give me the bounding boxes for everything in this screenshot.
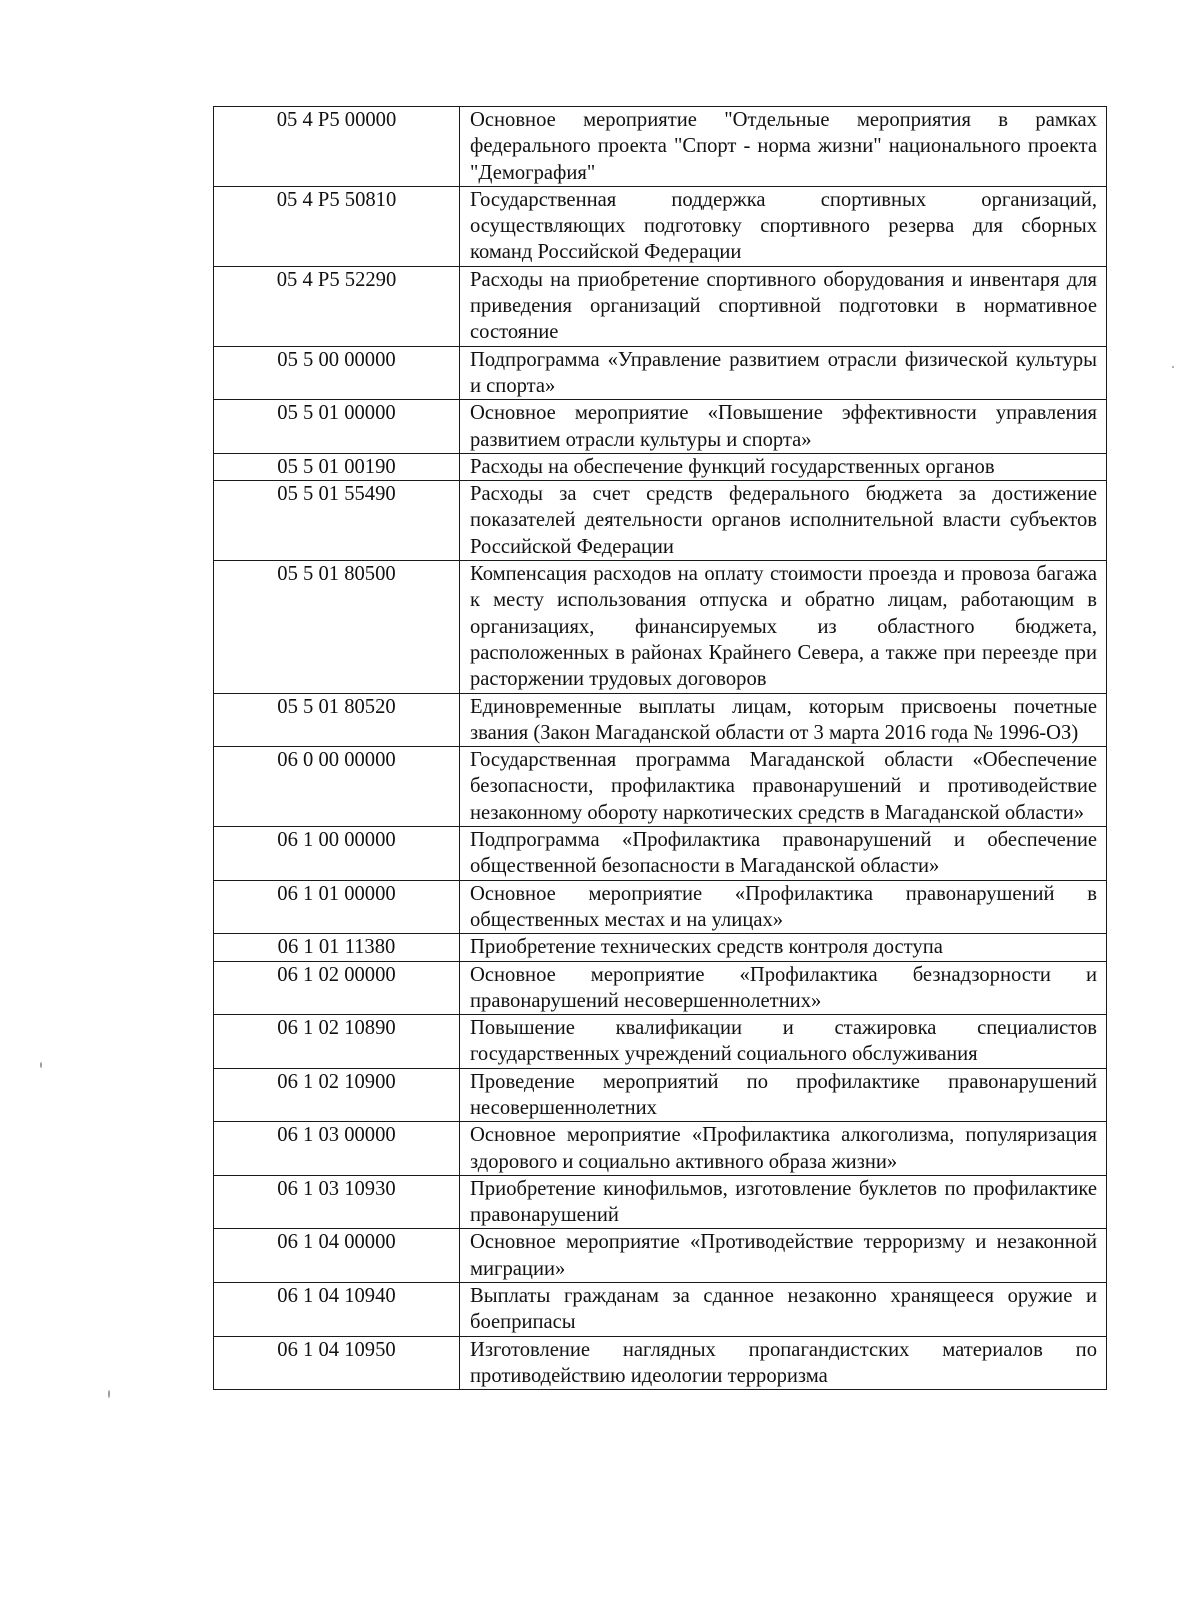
row-description: Выплаты гражданам за сданное незаконно хранящееся оружие и боеприпасы — [460, 1283, 1107, 1337]
row-code: 05 5 01 00000 — [214, 400, 460, 454]
row-code: 06 1 04 10940 — [214, 1283, 460, 1337]
scan-speck — [108, 1390, 110, 1398]
row-description: Расходы на обеспечение функций государственных органов — [460, 453, 1107, 480]
row-description: Компенсация расходов на оплату стоимости проезда и провоза багажа к месту использования отпуска и обратно лицам, работающим в организациях, финансируемых из областного бюджета, расположенных в районах Крайнего Севера, а также при переезде при расторжении трудовых договоров — [460, 561, 1107, 693]
row-code: 06 1 04 10950 — [214, 1336, 460, 1390]
row-description: Государственная программа Магаданской области «Обеспечение безопасности, профилактика правонарушений и противодействие незаконному обороту наркотических средств в Магаданской области» — [460, 747, 1107, 827]
row-code: 05 5 01 00190 — [214, 453, 460, 480]
table-row — [214, 961, 1107, 1015]
scan-speck — [1172, 366, 1174, 368]
table-row — [214, 1283, 1107, 1337]
row-code: 06 1 02 00000 — [214, 961, 460, 1015]
row-code: 06 1 02 10890 — [214, 1015, 460, 1069]
table-row — [214, 453, 1107, 480]
row-code: 06 0 00 00000 — [214, 747, 460, 827]
row-description: Основное мероприятие «Повышение эффективности управления развитием отрасли культуры и спорта» — [460, 400, 1107, 454]
row-description: Приобретение технических средств контроля доступа — [460, 934, 1107, 961]
row-description: Расходы за счет средств федерального бюджета за достижение показателей деятельности органов исполнительной власти субъектов Российской Федерации — [460, 481, 1107, 561]
row-description: Основное мероприятие «Профилактика алкоголизма, популяризация здорового и социально активного образа жизни» — [460, 1122, 1107, 1176]
table-row — [214, 481, 1107, 561]
row-code: 05 4 P5 50810 — [214, 186, 460, 266]
table-row — [214, 561, 1107, 693]
table-body — [214, 107, 1107, 1390]
table-row — [214, 693, 1107, 747]
table-row — [214, 186, 1107, 266]
table-row — [214, 346, 1107, 400]
row-description: Приобретение кинофильмов, изготовление буклетов по профилактике правонарушений — [460, 1175, 1107, 1229]
row-code: 05 4 P5 52290 — [214, 266, 460, 346]
row-code: 05 5 01 80520 — [214, 693, 460, 747]
table-row — [214, 1336, 1107, 1390]
row-description: Основное мероприятие «Профилактика правонарушений в общественных местах и на улицах» — [460, 880, 1107, 934]
row-description: Единовременные выплаты лицам, которым присвоены почетные звания (Закон Магаданской области от 3 марта 2016 года № 1996-ОЗ) — [460, 693, 1107, 747]
row-description: Государственная поддержка спортивных организаций, осуществляющих подготовку спортивного резерва для сборных команд Российской Федерации — [460, 186, 1107, 266]
table-row — [214, 1015, 1107, 1069]
row-description: Основное мероприятие «Профилактика безнадзорности и правонарушений несовершеннолетних» — [460, 961, 1107, 1015]
row-code: 06 1 03 00000 — [214, 1122, 460, 1176]
scan-speck — [40, 1062, 42, 1068]
row-code: 05 5 01 55490 — [214, 481, 460, 561]
table-row — [214, 827, 1107, 881]
row-code: 06 1 01 00000 — [214, 880, 460, 934]
table-row — [214, 1068, 1107, 1122]
row-description: Повышение квалификации и стажировка специалистов государственных учреждений социального обслуживания — [460, 1015, 1107, 1069]
row-code: 06 1 02 10900 — [214, 1068, 460, 1122]
row-code: 06 1 04 00000 — [214, 1229, 460, 1283]
table-row — [214, 880, 1107, 934]
budget-classification-table — [213, 106, 1107, 1390]
row-description: Изготовление наглядных пропагандистских материалов по противодействию идеологии терроризма — [460, 1336, 1107, 1390]
row-description: Расходы на приобретение спортивного оборудования и инвентаря для приведения организаций спортивной подготовки в нормативное состояние — [460, 266, 1107, 346]
row-description: Основное мероприятие «Противодействие терроризму и незаконной миграции» — [460, 1229, 1107, 1283]
row-code: 06 1 01 11380 — [214, 934, 460, 961]
row-description: Основное мероприятие "Отдельные мероприятия в рамках федерального проекта "Спорт - норма жизни" национального проекта "Демография" — [460, 107, 1107, 187]
row-description: Подпрограмма «Профилактика правонарушений и обеспечение общественной безопасности в Магаданской области» — [460, 827, 1107, 881]
table-row — [214, 747, 1107, 827]
table-row — [214, 266, 1107, 346]
table-row — [214, 1175, 1107, 1229]
row-code: 05 4 P5 00000 — [214, 107, 460, 187]
row-code: 06 1 00 00000 — [214, 827, 460, 881]
table-row — [214, 107, 1107, 187]
row-description: Проведение мероприятий по профилактике правонарушений несовершеннолетних — [460, 1068, 1107, 1122]
table-row — [214, 1229, 1107, 1283]
row-code: 06 1 03 10930 — [214, 1175, 460, 1229]
row-code: 05 5 00 00000 — [214, 346, 460, 400]
table-row — [214, 1122, 1107, 1176]
table-row — [214, 934, 1107, 961]
row-code: 05 5 01 80500 — [214, 561, 460, 693]
row-description: Подпрограмма «Управление развитием отрасли физической культуры и спорта» — [460, 346, 1107, 400]
table-row — [214, 400, 1107, 454]
